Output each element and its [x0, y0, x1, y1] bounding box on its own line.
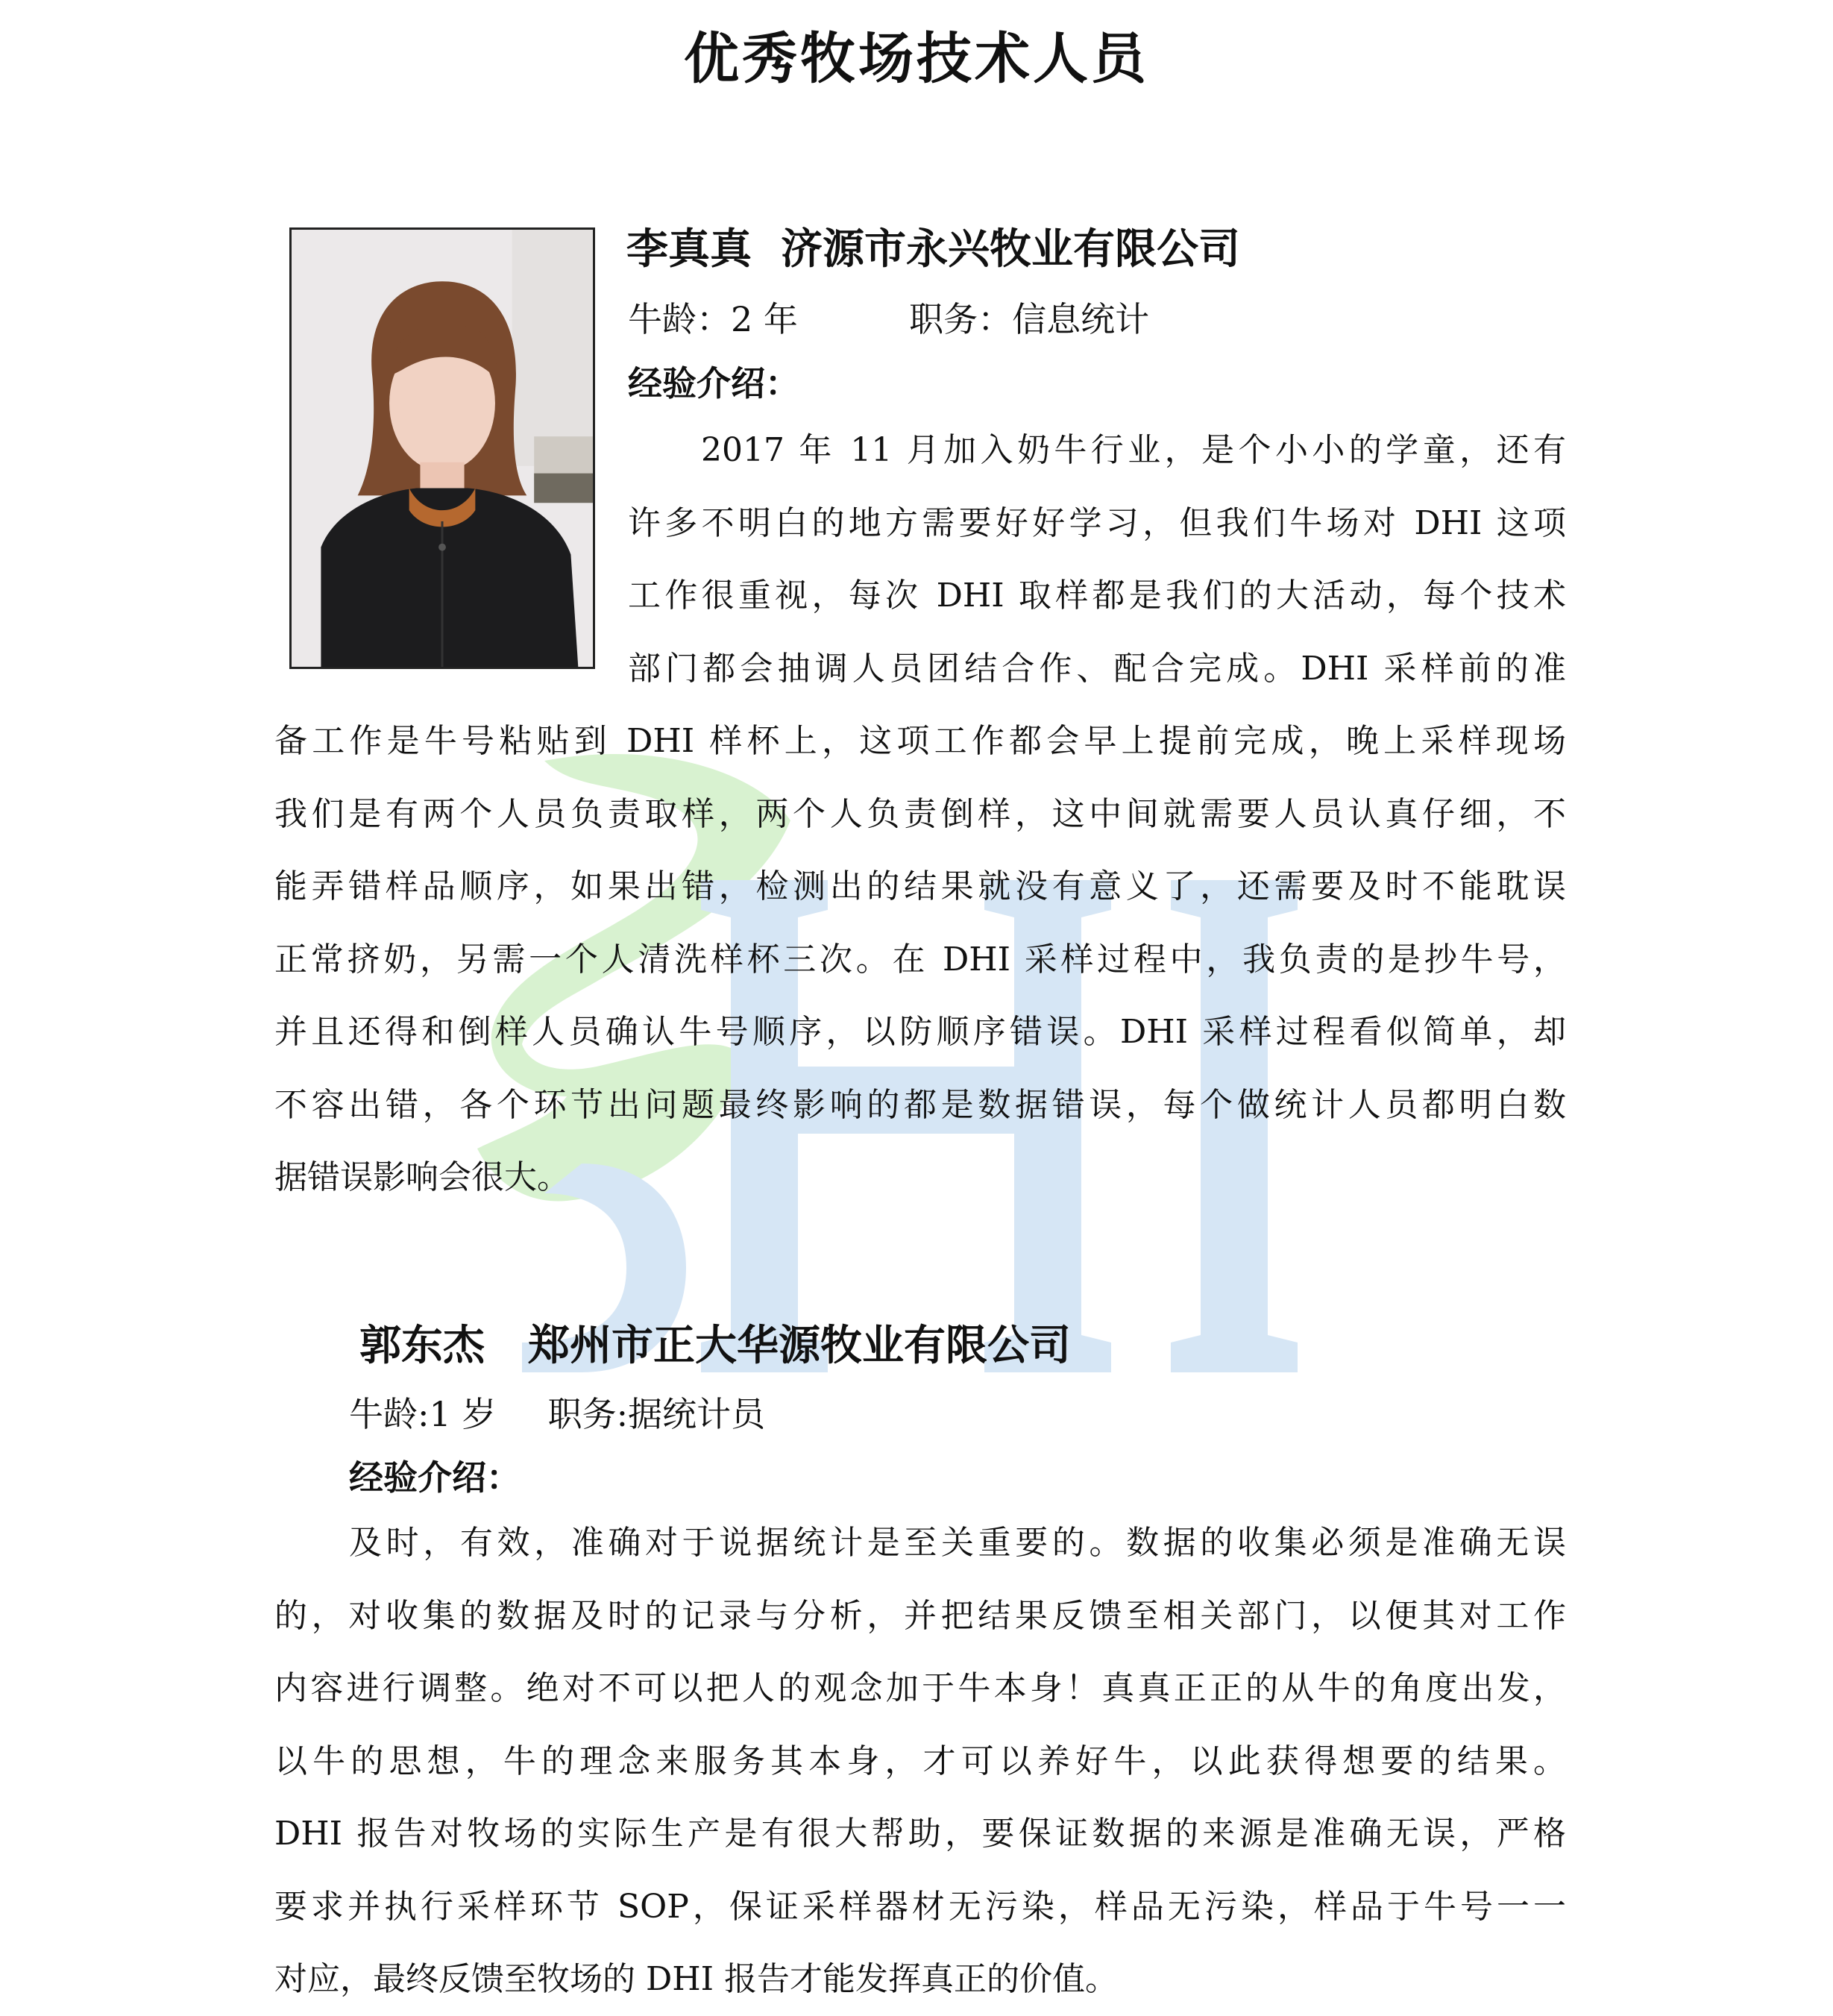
paragraph-line: 工作很重视，每次 DHI 取样都是我们的大活动，每个技术	[628, 577, 1566, 615]
profile-2-position: 职务:据统计员	[547, 1394, 766, 1434]
portrait-image	[292, 230, 593, 667]
paragraph-line: DHI 报告对牧场的实际生产是有很大帮助，要保证数据的来源是准确无误，严格	[274, 1815, 1566, 1853]
profile-1-heading	[626, 216, 1240, 276]
paragraph-line: 我们是有两个人员负责取样，两个人负责倒样，这中间就需要人员认真仔细，不	[274, 794, 1566, 833]
profile-1-experience-label: 经验介绍：	[628, 363, 799, 403]
profile-1-paragraph-top	[628, 414, 1566, 705]
profile-2-heading	[359, 1313, 1071, 1372]
profile-1-company: 济源市永兴牧业有限公司	[781, 225, 1240, 274]
paragraph-line: 的，对收集的数据及时的记录与分析，并把结果反馈至相关部门，以便其对工作	[274, 1596, 1566, 1635]
profile-photo	[289, 227, 595, 669]
profile-2-experience-label: 经验介绍：	[349, 1457, 521, 1498]
profile-1-meta	[628, 292, 1149, 342]
page-title: 优秀牧场技术人员	[684, 27, 1149, 91]
profile-1-position: 职务：信息统计	[909, 299, 1150, 339]
paragraph-line: 并且还得和倒样人员确认牛号顺序，以防顺序错误。DHI 采样过程看似简单，却	[274, 1013, 1566, 1051]
profile-1-name: 李真真	[626, 225, 752, 274]
paragraph-line: 内容进行调整。绝对不可以把人的观念加于牛本身！真真正正的从牛的角度出发，	[274, 1669, 1566, 1707]
paragraph-line: 以牛的思想，牛的理念来服务其本身，才可以养好牛，以此获得想要的结果。	[274, 1742, 1566, 1780]
paragraph-line: 对应，最终反馈至牧场的 DHI 报告才能发挥真正的价值。	[274, 1960, 1118, 1998]
paragraph-line: 备工作是牛号粘贴到 DHI 样杯上，这项工作都会早上提前完成，晚上采样现场	[274, 722, 1566, 760]
paragraph-line: 据错误影响会很大。	[274, 1158, 570, 1196]
paragraph-line: 要求并执行采样环节 SOP，保证采样器材无污染，样品无污染，样品于牛号一一	[274, 1887, 1566, 1926]
paragraph-line: 部门都会抽调人员团结合作、配合完成。DHI 采样前的准	[628, 649, 1566, 688]
profile-1-paragraph-bottom	[274, 705, 1566, 1214]
paragraph-line: 2017 年 11 月加入奶牛行业，是个小小的学童，还有	[701, 431, 1566, 469]
profile-1-age: 牛龄：2 年	[628, 299, 798, 339]
paragraph-line: 许多不明白的地方需要好好学习，但我们牛场对 DHI 这项	[628, 503, 1566, 542]
profile-2-paragraph	[274, 1507, 1566, 2016]
profile-2-age: 牛龄:1 岁	[349, 1394, 497, 1434]
paragraph-line: 不容出错，各个环节出问题最终影响的都是数据错误，每个做统计人员都明白数	[274, 1085, 1566, 1124]
paragraph-line: 能弄错样品顺序，如果出错，检测出的结果就没有意义了，还需要及时不能耽误	[274, 867, 1566, 905]
profile-2-company: 郑州市正大华源牧业有限公司	[528, 1322, 1071, 1370]
profile-2-meta	[349, 1387, 765, 1436]
profile-2-name: 郭东杰	[359, 1322, 485, 1370]
paragraph-line: 及时，有效，准确对于说据统计是至关重要的。数据的收集必须是准确无误	[349, 1524, 1566, 1562]
paragraph-line: 正常挤奶，另需一个人清洗样杯三次。在 DHI 采样过程中，我负责的是抄牛号，	[274, 940, 1566, 979]
